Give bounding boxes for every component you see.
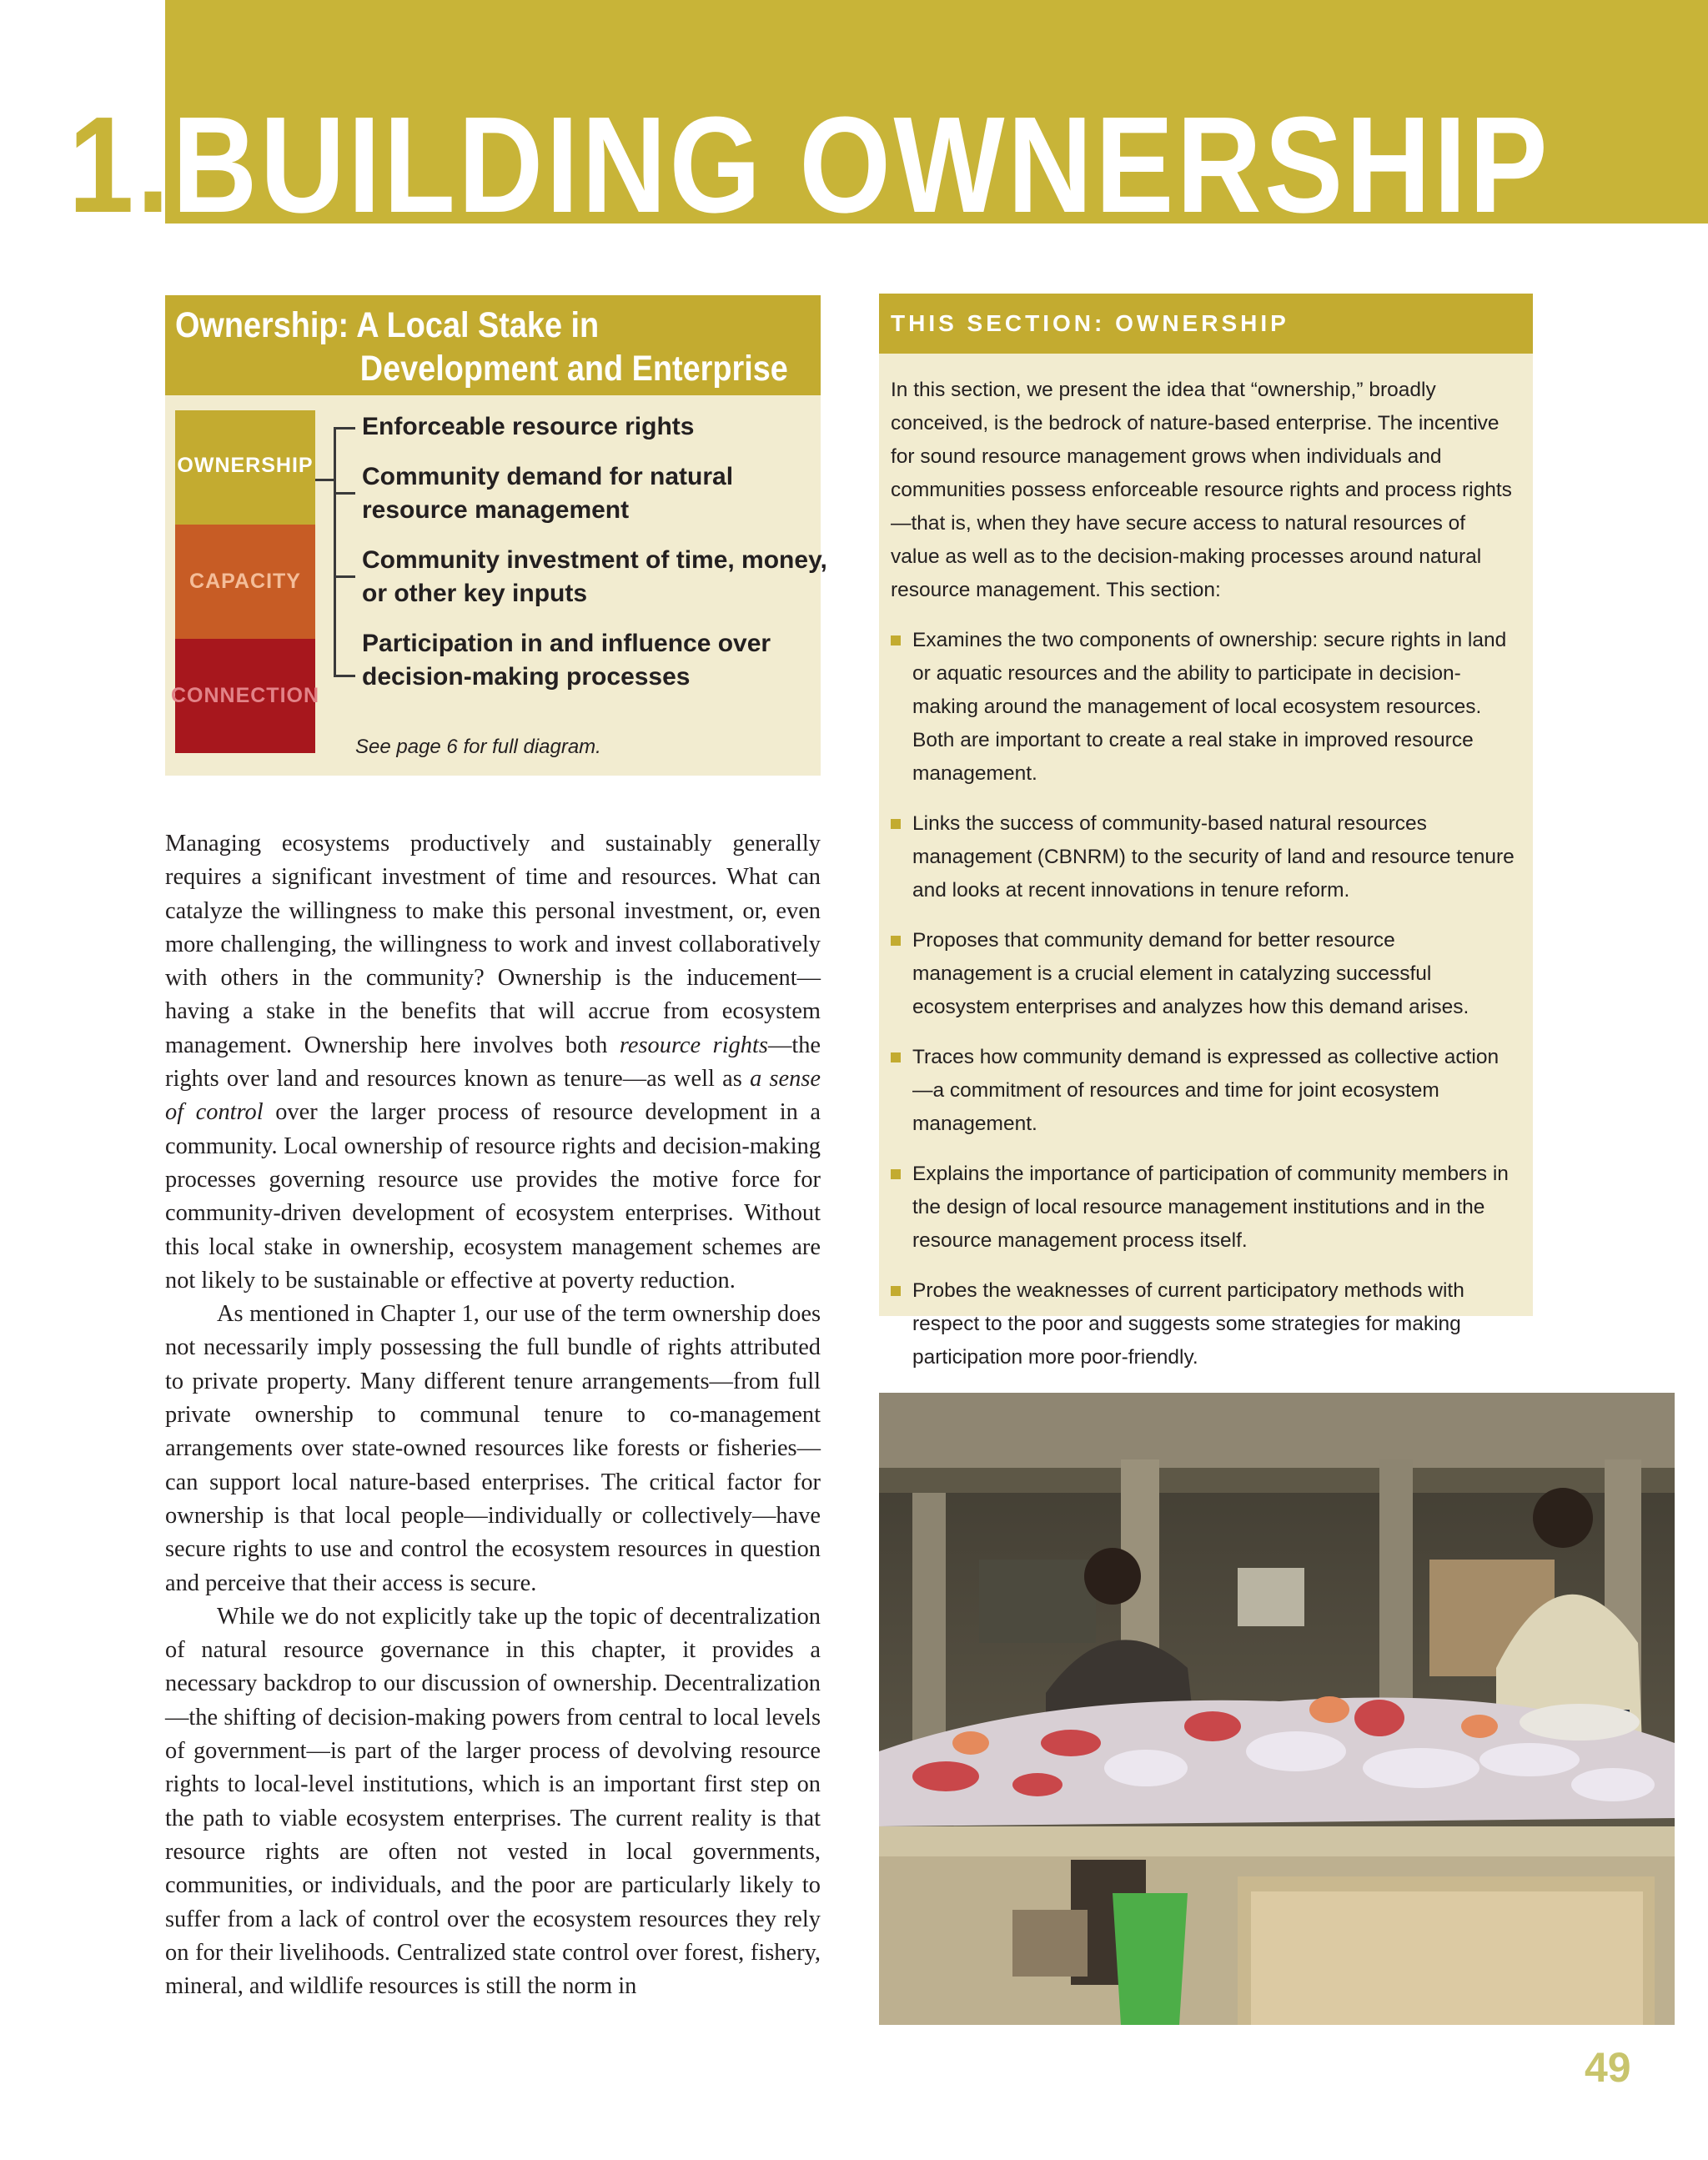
shell-market-image [879,1393,1675,2025]
section-intro: In this section, we present the idea that “ownership,” broadly conceived, is the bedrock of nature-based enterprise. The incentive for sound resource management grows when individuals and communities possess enforceable resource rights and process rights—that is, when they have secure access to natural resources of value as well as to the decision-making processes around natural resource management. This section: [891,379,1512,601]
ownership-heading-line1: Ownership: A Local Stake in [175,305,600,345]
diagram-note: See page 6 for full diagram. [355,736,601,758]
list-item: Traces how community demand is expressed as collective action—a commitment of resources and time for joint ecosystem management. [891,1041,1518,1141]
square-bullet-icon [891,1052,901,1062]
stack-ownership: OWNERSHIP [175,410,315,525]
diagram-stack [170,410,320,753]
chapter-title-text: BUILDING OWNERSHIP [172,88,1551,241]
square-bullet-icon [891,936,901,946]
list-item: Probes the weaknesses of current participatory methods with respect to the poor and suggests some strategies for making participation more poor-friendly. [891,1274,1518,1374]
body-text [165,827,821,2003]
stack-capacity: CAPACITY [175,525,315,639]
list-item: Explains the importance of participation of community members in the design of local resource management institutions and in the resource management process itself. [891,1158,1518,1258]
connector-line [315,479,335,481]
ownership-diagram-box [165,295,827,776]
chapter-title [68,90,1550,240]
section-box-heading: THIS SECTION: OWNERSHIP [879,294,1533,354]
list-item: Links the success of community-based natural resources management (CBNRM) to the security of land and resource tenure and looks at recent innovations in tenure reform. [891,807,1518,907]
square-bullet-icon [891,635,901,645]
chapter-number: 1. [68,88,173,241]
this-section-box [879,294,1533,1369]
ownership-item: Community demand for natural resource management [362,463,734,524]
ownership-item: Community investment of time, money, or other key inputs [362,546,827,607]
square-bullet-icon [891,1286,901,1296]
square-bullet-icon [891,819,901,829]
list-item: Proposes that community demand for better resource management is a crucial element in catalyzing successful ecosystem enterprises and analyzes how this demand arises. [891,924,1518,1024]
body-paragraph: As mentioned in Chapter 1, our use of the term ownership does not necessarily imply possessing the full bundle of rights attributed to private property. Many different tenure arrangements—from full private ownership to communal tenure to co-management arrangements over state-owned resources like forests or fisheries—can support local nature-based enterprises. The critical factor for ownership is that local people—individually or collectively—have secure rights to use and control the ecosystem resources in question and perceive that their access is secure. [165,1301,821,1596]
section-bullet-list [891,624,1518,1374]
ownership-box-heading [165,295,821,395]
market-photo [879,1393,1675,2025]
square-bullet-icon [891,1169,901,1179]
list-item: Examines the two components of ownership: secure rights in land or aquatic resources and the ability to participate in decision-making around the management of local ecosystem resources. Both are important to create a real stake in improved resource management. [891,624,1518,791]
ownership-heading-line2: Development and Enterprise [359,349,788,389]
ownership-item: Participation in and influence over decision-making processes [362,630,771,691]
section-box-body [879,354,1533,1374]
stack-connection: CONNECTION [175,639,315,753]
body-paragraph: Managing ecosystems productively and sustainably generally requires a significant investment of time and resources. What can catalyze the willingness to make this personal investment, or, even more challenging, the willingness to work and invest collaboratively with others in the community? Ownership is the inducement—having a stake in the benefits that will accrue from ecosystem management. Ownership here involves both resource rights—the rights over land and resources known as tenure—as well as a sense of control over the larger process of resource development in a community. Local ownership of resource rights and decision-making processes governing resource use provides the motive force for community-driven development of ecosystem enterprises. Without this local stake in ownership, ecosystem management schemes are not likely to be sustainable or effective at poverty reduction. [165,831,821,1293]
ownership-item: Enforceable resource rights [362,413,695,440]
body-paragraph: While we do not explicitly take up the topic of decentralization of natural resource governance in this chapter, it provides a necessary backdrop to our discussion of ownership. Decentralization—the shifting of decision-making powers from central to local levels of government—is part of the larger process of devolving resource rights to local-level institutions, which is an important first step on the path to viable ecosystem enterprises. The current reality is that resource rights are often not vested in local governments, communities, or individuals, and the poor are particularly likely to suffer from a lack of control over the ecosystem resources they rely on for their livelihoods. Centralized state control over forest, fishery, mineral, and wildlife resources is still the norm in [165,1603,821,2000]
diagram-bracket [334,427,355,677]
page-number: 49 [1585,2044,1631,2091]
